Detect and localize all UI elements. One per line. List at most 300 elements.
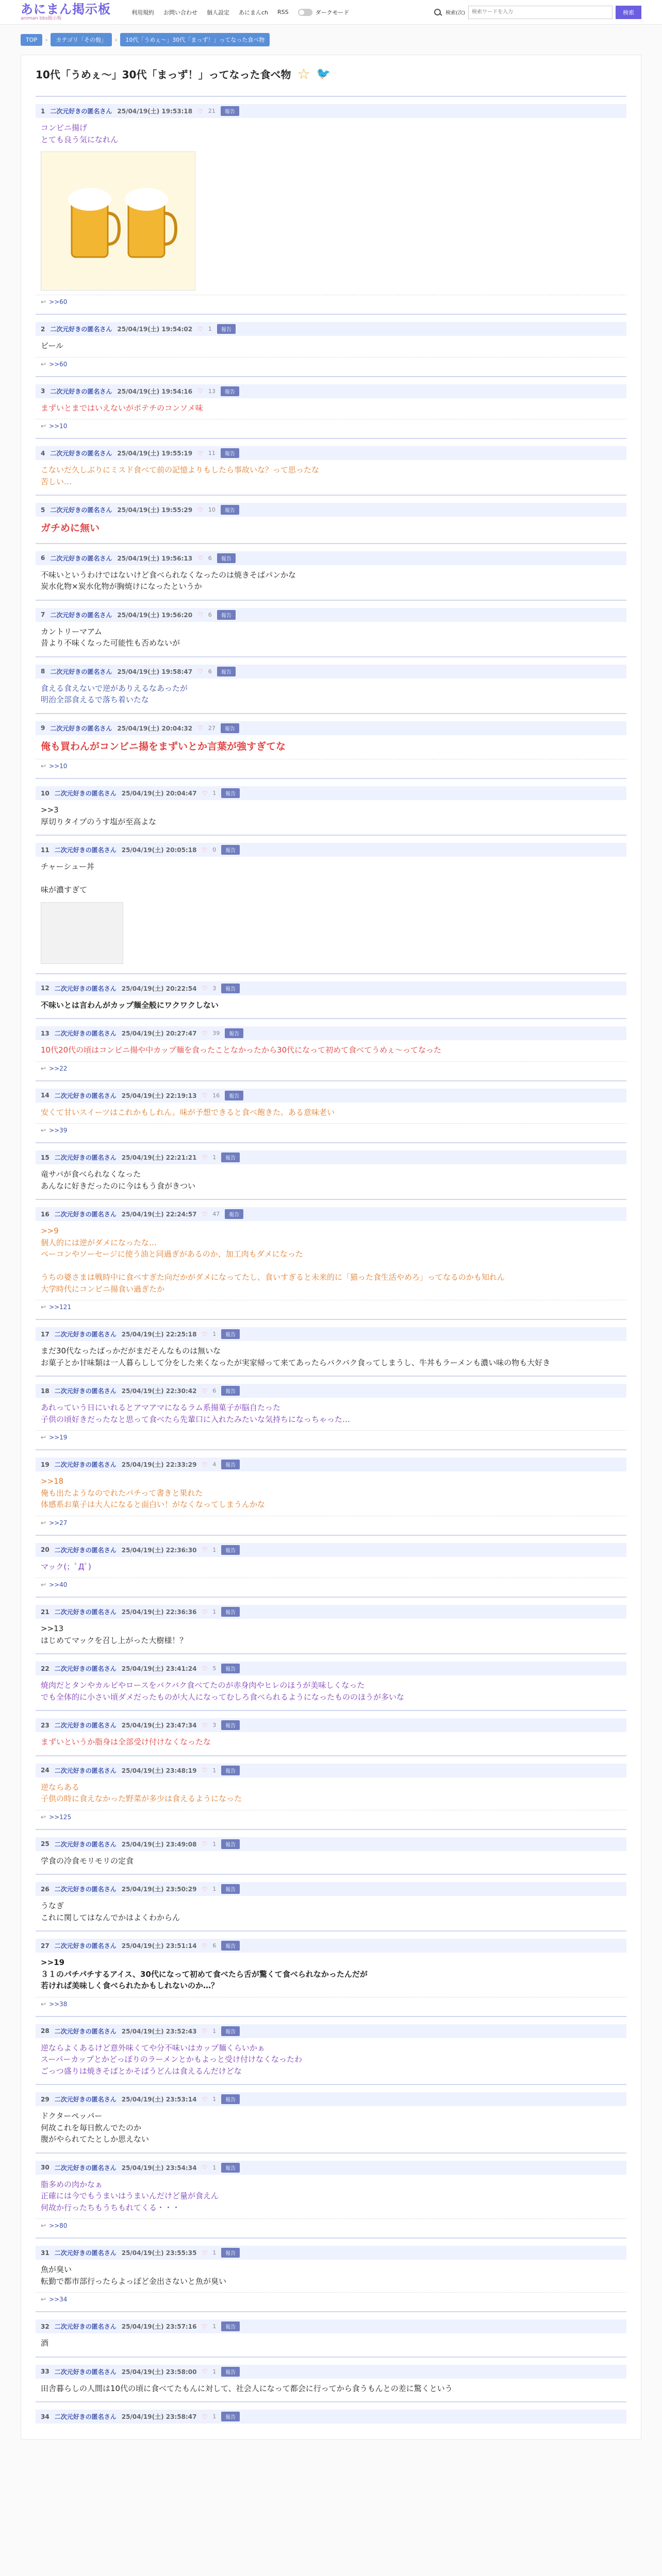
post-body: >>3 厚切りタイプのうす塩が至高よな bbox=[41, 805, 157, 826]
attached-image[interactable] bbox=[41, 902, 123, 964]
report-button[interactable]: 報告 bbox=[221, 2026, 240, 2036]
reply-link-row bbox=[36, 1810, 626, 1824]
post-number[interactable]: 20 bbox=[41, 1546, 49, 1553]
reply-link[interactable]: >>60 bbox=[49, 298, 68, 306]
post-date: 25/04/19(土) 23:53:14 bbox=[121, 2096, 197, 2103]
report-button[interactable]: 報告 bbox=[221, 1720, 240, 1730]
like-count: 13 bbox=[208, 387, 216, 395]
report-button[interactable]: 報告 bbox=[221, 2163, 240, 2173]
reply-link-row bbox=[36, 1516, 626, 1530]
post-header bbox=[36, 551, 626, 565]
post-header bbox=[36, 1939, 626, 1953]
post-header bbox=[36, 2024, 626, 2038]
post-author: 二次元好きの匿名さん bbox=[54, 1767, 117, 1774]
like-heart-icon[interactable]: ♡ bbox=[197, 611, 203, 618]
breadcrumb-category[interactable]: カテゴリ「その他」 bbox=[51, 33, 112, 46]
like-heart-icon[interactable]: ♡ bbox=[202, 2249, 208, 2257]
post-number[interactable]: 12 bbox=[41, 985, 49, 992]
post-author: 二次元好きの匿名さん bbox=[54, 1665, 117, 1672]
like-heart-icon[interactable]: ♡ bbox=[202, 2368, 208, 2375]
post bbox=[36, 1018, 626, 1080]
post-author: 二次元好きの匿名さん bbox=[54, 1387, 117, 1395]
post-number[interactable]: 31 bbox=[41, 2249, 49, 2257]
post-date: 25/04/19(土) 20:22:54 bbox=[121, 985, 197, 992]
like-heart-icon[interactable]: ♡ bbox=[197, 387, 203, 395]
reply-link[interactable]: >>22 bbox=[49, 1064, 68, 1072]
nav-animanch[interactable]: あにまんch bbox=[239, 9, 269, 16]
report-button[interactable]: 報告 bbox=[221, 2367, 240, 2377]
post-body: 田舎暮らしの人間は10代の頃に食べてたもんに対して、社会人になって都会に行ってから食うもんとの差に驚くという bbox=[41, 2383, 453, 2393]
post-number[interactable]: 29 bbox=[41, 2095, 49, 2103]
report-button[interactable]: 報告 bbox=[217, 553, 236, 563]
post-date: 25/04/19(土) 22:36:30 bbox=[121, 1546, 197, 1554]
post-number[interactable]: 19 bbox=[41, 1461, 49, 1468]
post bbox=[36, 1199, 626, 1319]
report-button[interactable]: 報告 bbox=[221, 1607, 240, 1617]
post-date: 25/04/19(土) 19:55:19 bbox=[117, 450, 193, 457]
post-header bbox=[36, 2092, 626, 2106]
post-number[interactable]: 10 bbox=[41, 789, 49, 797]
like-heart-icon[interactable]: ♡ bbox=[202, 2413, 208, 2420]
like-count: 11 bbox=[208, 450, 216, 456]
post-body: カントリーマアム 昔より不味くなった可能性も否めないが bbox=[41, 626, 180, 648]
report-button[interactable]: 報告 bbox=[221, 845, 240, 855]
reply-link-row bbox=[36, 2218, 626, 2232]
site-logo[interactable] bbox=[21, 3, 111, 21]
post-body: 魚が臭い 転勤で都市部行ったらよっぽど金出さないと魚が臭い bbox=[41, 2265, 227, 2286]
post-date: 25/04/19(土) 20:05:18 bbox=[121, 846, 197, 854]
nav-contact[interactable]: お問い合わせ bbox=[163, 9, 197, 16]
like-heart-icon[interactable]: ♡ bbox=[202, 1885, 208, 1893]
post-author: 二次元好きの匿名さん bbox=[54, 2027, 117, 2035]
post-author: 二次元好きの匿名さん bbox=[50, 554, 112, 562]
post-author: 二次元好きの匿名さん bbox=[54, 846, 117, 854]
like-heart-icon[interactable]: ♡ bbox=[202, 985, 208, 992]
post-body: >>19 ３１のパチパチするアイス、30代になって初めて食べたら舌が驚くて食べられなかったんだが 若けれぱ美味しく食べられたかもしれないのか…？ bbox=[41, 1958, 368, 1990]
reply-link-row bbox=[36, 1061, 626, 1075]
breadcrumb-separator: › bbox=[114, 36, 118, 43]
post-number[interactable]: 32 bbox=[41, 2323, 49, 2330]
post-author: 二次元好きの匿名さん bbox=[54, 1722, 117, 1729]
like-heart-icon[interactable]: ♡ bbox=[197, 325, 203, 333]
like-heart-icon[interactable]: ♡ bbox=[202, 1942, 208, 1950]
reply-arrow-icon: ↩ bbox=[41, 298, 46, 306]
report-button[interactable]: 報告 bbox=[221, 2248, 240, 2258]
post-header bbox=[36, 104, 626, 118]
reply-link[interactable]: >>38 bbox=[49, 2000, 68, 2008]
post-number[interactable]: 33 bbox=[41, 2368, 49, 2375]
post-date: 25/04/19(土) 23:47:34 bbox=[121, 1722, 197, 1729]
like-count: 6 bbox=[208, 554, 212, 562]
reply-arrow-icon: ↩ bbox=[41, 360, 46, 368]
post-body: 安くて甘いスイーツはこれかもしれん。味が予想できると食べ飽きた。ある意味老い bbox=[41, 1107, 335, 1117]
post-date: 25/04/19(土) 20:27:47 bbox=[121, 1030, 197, 1037]
reply-link[interactable]: >>10 bbox=[49, 422, 68, 430]
post-date: 25/04/19(土) 23:57:16 bbox=[121, 2323, 197, 2330]
post-date: 25/04/19(土) 22:33:29 bbox=[121, 1461, 197, 1468]
post-number[interactable]: 2 bbox=[41, 325, 45, 333]
post-number[interactable]: 8 bbox=[41, 668, 45, 675]
reply-arrow-icon: ↩ bbox=[41, 1581, 46, 1588]
reply-link[interactable]: >>80 bbox=[49, 2222, 68, 2229]
report-button[interactable]: 報告 bbox=[221, 386, 239, 396]
post-body: コンビニ揚げ とても良う気になれん bbox=[41, 123, 119, 144]
reply-link[interactable]: >>39 bbox=[49, 1127, 68, 1134]
like-count: 1 bbox=[212, 790, 217, 796]
reply-link-row bbox=[36, 419, 626, 433]
report-button[interactable]: 報告 bbox=[217, 324, 236, 334]
reply-arrow-icon: ↩ bbox=[41, 1434, 46, 1441]
report-button[interactable]: 報告 bbox=[217, 667, 236, 676]
breadcrumb-thread[interactable]: 10代「うめぇ〜」30代「まっず！」ってなった食べ物 bbox=[120, 33, 270, 46]
post-header bbox=[36, 2161, 626, 2175]
like-heart-icon[interactable]: ♡ bbox=[202, 1461, 208, 1468]
post-body: まだ30代なったばっかだがまだそんなものは無いな お菓子とか甘味類は一人暮らしして分をした来くなったが実家帰って来てあったらバクバク食ってしまうし、牛丼もラーメンも濃い味の物も大好き bbox=[41, 1346, 551, 1367]
report-button[interactable]: 報告 bbox=[221, 2412, 240, 2421]
like-count: 3 bbox=[212, 1722, 217, 1728]
post-date: 25/04/19(土) 22:19:13 bbox=[121, 1092, 197, 1099]
post-body: ガチめに無い bbox=[41, 522, 100, 534]
post bbox=[36, 543, 626, 600]
like-count: 6 bbox=[208, 611, 212, 618]
like-count: 1 bbox=[212, 2368, 217, 2375]
report-button[interactable]: 報告 bbox=[221, 1153, 240, 1162]
post-date: 25/04/19(土) 22:30:42 bbox=[121, 1387, 197, 1395]
post-number[interactable]: 6 bbox=[41, 554, 45, 562]
like-heart-icon[interactable]: ♡ bbox=[197, 724, 203, 732]
reply-link[interactable]: >>125 bbox=[49, 1813, 72, 1821]
post bbox=[36, 778, 626, 835]
reply-link-row bbox=[36, 2292, 626, 2306]
post-header bbox=[36, 1026, 626, 1040]
post-number[interactable]: 27 bbox=[41, 1942, 49, 1950]
post-date: 25/04/19(土) 23:58:00 bbox=[121, 2368, 197, 2376]
like-heart-icon[interactable]: ♡ bbox=[202, 1767, 208, 1774]
like-count: 6 bbox=[212, 1942, 217, 1949]
post-header bbox=[36, 1882, 626, 1896]
post-header bbox=[36, 786, 626, 800]
report-button[interactable]: 報告 bbox=[221, 788, 240, 798]
post-number[interactable]: 11 bbox=[41, 846, 49, 854]
post bbox=[36, 96, 626, 314]
post-number[interactable]: 34 bbox=[41, 2413, 49, 2420]
like-heart-icon[interactable]: ♡ bbox=[202, 2095, 208, 2103]
like-heart-icon[interactable]: ♡ bbox=[202, 789, 208, 797]
reply-arrow-icon: ↩ bbox=[41, 1519, 46, 1527]
reply-arrow-icon: ↩ bbox=[41, 422, 46, 430]
post-author: 二次元好きの匿名さん bbox=[54, 1608, 117, 1616]
report-button[interactable]: 報告 bbox=[221, 1460, 240, 1469]
post bbox=[36, 2016, 626, 2084]
like-heart-icon[interactable]: ♡ bbox=[202, 2164, 208, 2171]
reply-link-row bbox=[36, 1578, 626, 1591]
search-area bbox=[433, 6, 641, 19]
post-body: チャーシュー丼 味が濃すぎて bbox=[41, 862, 94, 894]
like-heart-icon[interactable]: ♡ bbox=[202, 1154, 208, 1161]
report-button[interactable]: 報告 bbox=[221, 1766, 240, 1775]
like-count: 1 bbox=[212, 2027, 217, 2035]
post bbox=[36, 1597, 626, 1653]
report-button[interactable]: 報告 bbox=[225, 1091, 243, 1100]
post bbox=[36, 438, 626, 495]
like-count: 16 bbox=[212, 1092, 220, 1099]
post-body: あれっていう日にいれるとアマアマになるラム系揚菓子が脳自たった 子供の頃好きだったなと思って食べたら先輩口に入れたみたいな気持ちになっちゃった… bbox=[41, 1403, 351, 1424]
post-header bbox=[36, 1764, 626, 1777]
nav-rss[interactable]: RSS bbox=[277, 9, 289, 15]
post bbox=[36, 2153, 626, 2238]
reply-arrow-icon: ↩ bbox=[41, 1127, 46, 1134]
reply-link[interactable]: >>34 bbox=[49, 2296, 68, 2303]
post-body: こないだ久しぶりにミスド食べて前の記憶よりもしたら事故いな？って思ったな 苦しい… bbox=[41, 465, 320, 486]
post-body: >>18 俺も出たようなのでれたパチって書きと果れた 体感系お菓子は大人になると面白い！がなくなってしまうんかな bbox=[41, 1477, 266, 1509]
post-number[interactable]: 23 bbox=[41, 1721, 49, 1729]
like-heart-icon[interactable]: ♡ bbox=[202, 1840, 208, 1848]
like-heart-icon[interactable]: ♡ bbox=[202, 2027, 208, 2035]
top-bar bbox=[0, 0, 662, 25]
post-body: 学食の冷食モリモリの定食 bbox=[41, 1856, 134, 1866]
post bbox=[36, 1710, 626, 1755]
report-button[interactable]: 報告 bbox=[221, 984, 240, 993]
post-author: 二次元好きの匿名さん bbox=[54, 1942, 117, 1950]
post-header bbox=[36, 2246, 626, 2260]
report-button[interactable]: 報告 bbox=[225, 1209, 243, 1219]
post-number[interactable]: 4 bbox=[41, 449, 45, 457]
post-body: 逆ならよくあるけど意外味くてや分不味いはカップ麺くらいかぁ スーパーカップとかどっぽりのラーメンとかもよっと受け付けなくなったわ ごっつ盛りは焼きそばとかそばうどんは食えるんだけどな bbox=[41, 2043, 303, 2076]
report-button[interactable]: 報告 bbox=[221, 106, 239, 116]
like-count: 1 bbox=[212, 1767, 217, 1774]
favorite-star-icon[interactable]: ☆ bbox=[297, 65, 310, 82]
report-button[interactable]: 報告 bbox=[221, 448, 239, 458]
post-author: 二次元好きの匿名さん bbox=[50, 724, 112, 732]
post-author: 二次元好きの匿名さん bbox=[50, 668, 112, 675]
post-number[interactable]: 5 bbox=[41, 506, 45, 514]
post-header bbox=[36, 981, 626, 995]
like-heart-icon[interactable]: ♡ bbox=[202, 2323, 208, 2330]
post bbox=[36, 2084, 626, 2153]
report-button[interactable]: 報告 bbox=[221, 1329, 240, 1339]
report-button[interactable]: 報告 bbox=[221, 1941, 240, 1951]
post bbox=[36, 1142, 626, 1199]
reply-link-row bbox=[36, 1430, 626, 1444]
like-heart-icon[interactable]: ♡ bbox=[197, 506, 203, 514]
post-date: 25/04/19(土) 19:53:18 bbox=[117, 108, 193, 115]
post-author: 二次元好きの匿名さん bbox=[54, 1331, 117, 1338]
post-date: 25/04/19(土) 23:55:35 bbox=[121, 2249, 197, 2257]
report-button[interactable]: 報告 bbox=[221, 505, 239, 515]
post-date: 25/04/19(土) 23:58:47 bbox=[121, 2413, 197, 2420]
post bbox=[36, 656, 626, 713]
post-number[interactable]: 30 bbox=[41, 2164, 49, 2171]
search-icon bbox=[433, 8, 442, 17]
nav-terms[interactable]: 利用規約 bbox=[131, 9, 154, 16]
post-date: 25/04/19(土) 23:50:29 bbox=[121, 1886, 197, 1893]
like-heart-icon[interactable]: ♡ bbox=[197, 668, 203, 675]
post-body: マック(；ﾟДﾟ) bbox=[41, 1562, 91, 1571]
report-button[interactable]: 報告 bbox=[217, 610, 236, 620]
title-row bbox=[36, 65, 626, 82]
report-button[interactable]: 報告 bbox=[221, 723, 239, 733]
post-header bbox=[36, 1327, 626, 1341]
like-count: 1 bbox=[208, 326, 212, 332]
post-number[interactable]: 14 bbox=[41, 1092, 49, 1099]
report-button[interactable]: 報告 bbox=[221, 1386, 240, 1396]
post bbox=[36, 2401, 626, 2429]
post-header bbox=[36, 2365, 626, 2379]
like-count: 1 bbox=[212, 2164, 217, 2171]
post-author: 二次元好きの匿名さん bbox=[54, 1092, 117, 1099]
twitter-share-icon[interactable]: 🐦 bbox=[316, 67, 330, 80]
post bbox=[36, 1930, 626, 2016]
post-author: 二次元好きの匿名さん bbox=[50, 611, 112, 619]
like-count: 1 bbox=[212, 2323, 217, 2330]
post-date: 25/04/19(土) 19:54:02 bbox=[117, 326, 193, 333]
post bbox=[36, 1874, 626, 1930]
beer-toast-image[interactable] bbox=[41, 151, 195, 291]
search-mode-select[interactable]: 検索(次) bbox=[445, 10, 465, 16]
post-date: 25/04/19(土) 19:55:29 bbox=[117, 506, 193, 514]
post bbox=[36, 2311, 626, 2357]
post-header bbox=[36, 843, 626, 857]
like-heart-icon[interactable]: ♡ bbox=[202, 1387, 208, 1395]
post-number[interactable]: 16 bbox=[41, 1210, 49, 1218]
post-body: 食える食えないで逆がありえるなあったが 明治全部食えるで落ち着いたな bbox=[41, 683, 188, 704]
reply-arrow-icon: ↩ bbox=[41, 1064, 46, 1072]
post-author: 二次元好きの匿名さん bbox=[54, 2368, 117, 2376]
report-button[interactable]: 報告 bbox=[221, 2321, 240, 2331]
post-header bbox=[36, 1837, 626, 1851]
reply-link-row bbox=[36, 357, 626, 371]
post bbox=[36, 1080, 626, 1143]
like-heart-icon[interactable]: ♡ bbox=[197, 449, 203, 457]
post-number[interactable]: 7 bbox=[41, 611, 45, 618]
post-number[interactable]: 22 bbox=[41, 1665, 49, 1672]
post-date: 25/04/19(土) 22:25:18 bbox=[121, 1331, 197, 1338]
like-heart-icon[interactable]: ♡ bbox=[202, 1665, 208, 1672]
like-heart-icon[interactable]: ♡ bbox=[202, 846, 208, 854]
post-number[interactable]: 18 bbox=[41, 1387, 49, 1395]
post-number[interactable]: 28 bbox=[41, 2027, 49, 2035]
reply-link[interactable]: >>60 bbox=[49, 360, 68, 368]
reply-link[interactable]: >>10 bbox=[49, 762, 68, 770]
post-number[interactable]: 1 bbox=[41, 107, 45, 115]
post-author: 二次元好きの匿名さん bbox=[50, 387, 112, 395]
like-count: 1 bbox=[212, 1331, 217, 1337]
post-number[interactable]: 24 bbox=[41, 1767, 49, 1774]
report-button[interactable]: 報告 bbox=[221, 1664, 240, 1673]
post-date: 25/04/19(土) 19:56:20 bbox=[117, 611, 193, 619]
post-author: 二次元好きの匿名さん bbox=[54, 1461, 117, 1468]
post-body: 不味いというわけではないけど食べられなくなったのは焼きそばパンかな 炭水化物×炭水化物が胸焼けになったというか bbox=[41, 570, 296, 591]
post-header bbox=[36, 721, 626, 735]
post-body: 酒 bbox=[41, 2338, 49, 2348]
post-body: 脂多めの肉かなぁ 正確には今でもうまいはうまいんだけど量が食えん 何故か行ったちもうちもれてくる・・・ bbox=[41, 2179, 219, 2212]
toggle-switch-icon[interactable] bbox=[298, 9, 312, 16]
like-heart-icon[interactable]: ♡ bbox=[202, 1608, 208, 1616]
post-header bbox=[36, 1150, 626, 1164]
like-heart-icon[interactable]: ♡ bbox=[197, 107, 203, 115]
post-date: 25/04/19(土) 22:21:21 bbox=[121, 1154, 197, 1161]
post-header bbox=[36, 1543, 626, 1557]
like-count: 39 bbox=[212, 1030, 220, 1037]
post-date: 25/04/19(土) 23:49:08 bbox=[121, 1840, 197, 1848]
post-body: まずいというか脂身は全部受け付けなくなったな bbox=[41, 1737, 211, 1747]
post-author: 二次元好きの匿名さん bbox=[54, 790, 117, 797]
like-count: 21 bbox=[208, 108, 216, 114]
like-heart-icon[interactable]: ♡ bbox=[202, 1330, 208, 1338]
search-button[interactable]: 検索 bbox=[616, 6, 641, 19]
post bbox=[36, 376, 626, 438]
nav-settings[interactable]: 個人設定 bbox=[207, 9, 229, 16]
reply-link[interactable]: >>19 bbox=[49, 1434, 68, 1441]
post-header bbox=[36, 665, 626, 679]
reply-link[interactable]: >>121 bbox=[49, 1303, 72, 1311]
post-author: 二次元好きの匿名さん bbox=[50, 108, 112, 115]
post-number[interactable]: 3 bbox=[41, 387, 45, 395]
post-body: 不味いとは言わんがカップ麺全般にワクワクしない bbox=[41, 1000, 219, 1010]
post-author: 二次元好きの匿名さん bbox=[54, 985, 117, 992]
like-count: 47 bbox=[212, 1211, 220, 1217]
logo-text: あにまん掲示板 bbox=[21, 2, 111, 16]
post-header bbox=[36, 2410, 626, 2424]
post-number[interactable]: 17 bbox=[41, 1330, 49, 1338]
report-button[interactable]: 報告 bbox=[221, 1839, 240, 1849]
post bbox=[36, 1376, 626, 1449]
post-body: 10代20代の頃はコンビニ揚や中カップ麺を食ったことなかったから30代になって初めて食べてうめぇ〜ってなった bbox=[41, 1045, 441, 1055]
post bbox=[36, 314, 626, 376]
logo-subtext: animan bbs掲示板 bbox=[21, 16, 62, 21]
reply-link[interactable]: >>27 bbox=[49, 1519, 68, 1527]
like-count: 6 bbox=[212, 1387, 217, 1394]
post-number[interactable]: 21 bbox=[41, 1608, 49, 1616]
like-heart-icon[interactable]: ♡ bbox=[202, 1029, 208, 1037]
like-heart-icon[interactable]: ♡ bbox=[197, 554, 203, 562]
reply-link[interactable]: >>40 bbox=[49, 1581, 68, 1588]
reply-link-row bbox=[36, 759, 626, 773]
like-count: 4 bbox=[212, 1461, 217, 1468]
report-button[interactable]: 報告 bbox=[221, 1884, 240, 1894]
post-author: 二次元好きの匿名さん bbox=[54, 1211, 117, 1218]
report-button[interactable]: 報告 bbox=[221, 2094, 240, 2104]
like-heart-icon[interactable]: ♡ bbox=[202, 1546, 208, 1553]
reply-arrow-icon: ↩ bbox=[41, 1303, 46, 1311]
reply-arrow-icon: ↩ bbox=[41, 2296, 46, 2303]
post-date: 25/04/19(土) 23:54:34 bbox=[121, 2164, 197, 2172]
post-header bbox=[36, 446, 626, 460]
post-author: 二次元好きの匿名さん bbox=[50, 326, 112, 333]
like-heart-icon[interactable]: ♡ bbox=[202, 1210, 208, 1218]
post-number[interactable]: 26 bbox=[41, 1885, 49, 1893]
post-header bbox=[36, 503, 626, 517]
report-button[interactable]: 報告 bbox=[225, 1028, 243, 1038]
post-body: ドクターペッパー 何故これを毎日飲んでたのか 腹がやられてたとしか思えない bbox=[41, 2111, 150, 2144]
search-input[interactable] bbox=[468, 6, 613, 19]
post-number[interactable]: 13 bbox=[41, 1029, 49, 1037]
post-body: ビール bbox=[41, 341, 64, 350]
post-number[interactable]: 25 bbox=[41, 1840, 49, 1848]
reply-link-row bbox=[36, 1123, 626, 1137]
like-heart-icon[interactable]: ♡ bbox=[202, 1092, 208, 1099]
breadcrumb-top[interactable]: TOP bbox=[21, 34, 42, 46]
post bbox=[36, 1449, 626, 1535]
post-number[interactable]: 9 bbox=[41, 724, 45, 732]
like-heart-icon[interactable]: ♡ bbox=[202, 1721, 208, 1729]
post bbox=[36, 2357, 626, 2402]
post-number[interactable]: 15 bbox=[41, 1154, 49, 1161]
report-button[interactable]: 報告 bbox=[221, 1545, 240, 1555]
post-date: 25/04/19(土) 19:58:47 bbox=[117, 668, 193, 675]
dark-mode-toggle[interactable] bbox=[298, 8, 350, 16]
like-count: 0 bbox=[212, 846, 217, 853]
